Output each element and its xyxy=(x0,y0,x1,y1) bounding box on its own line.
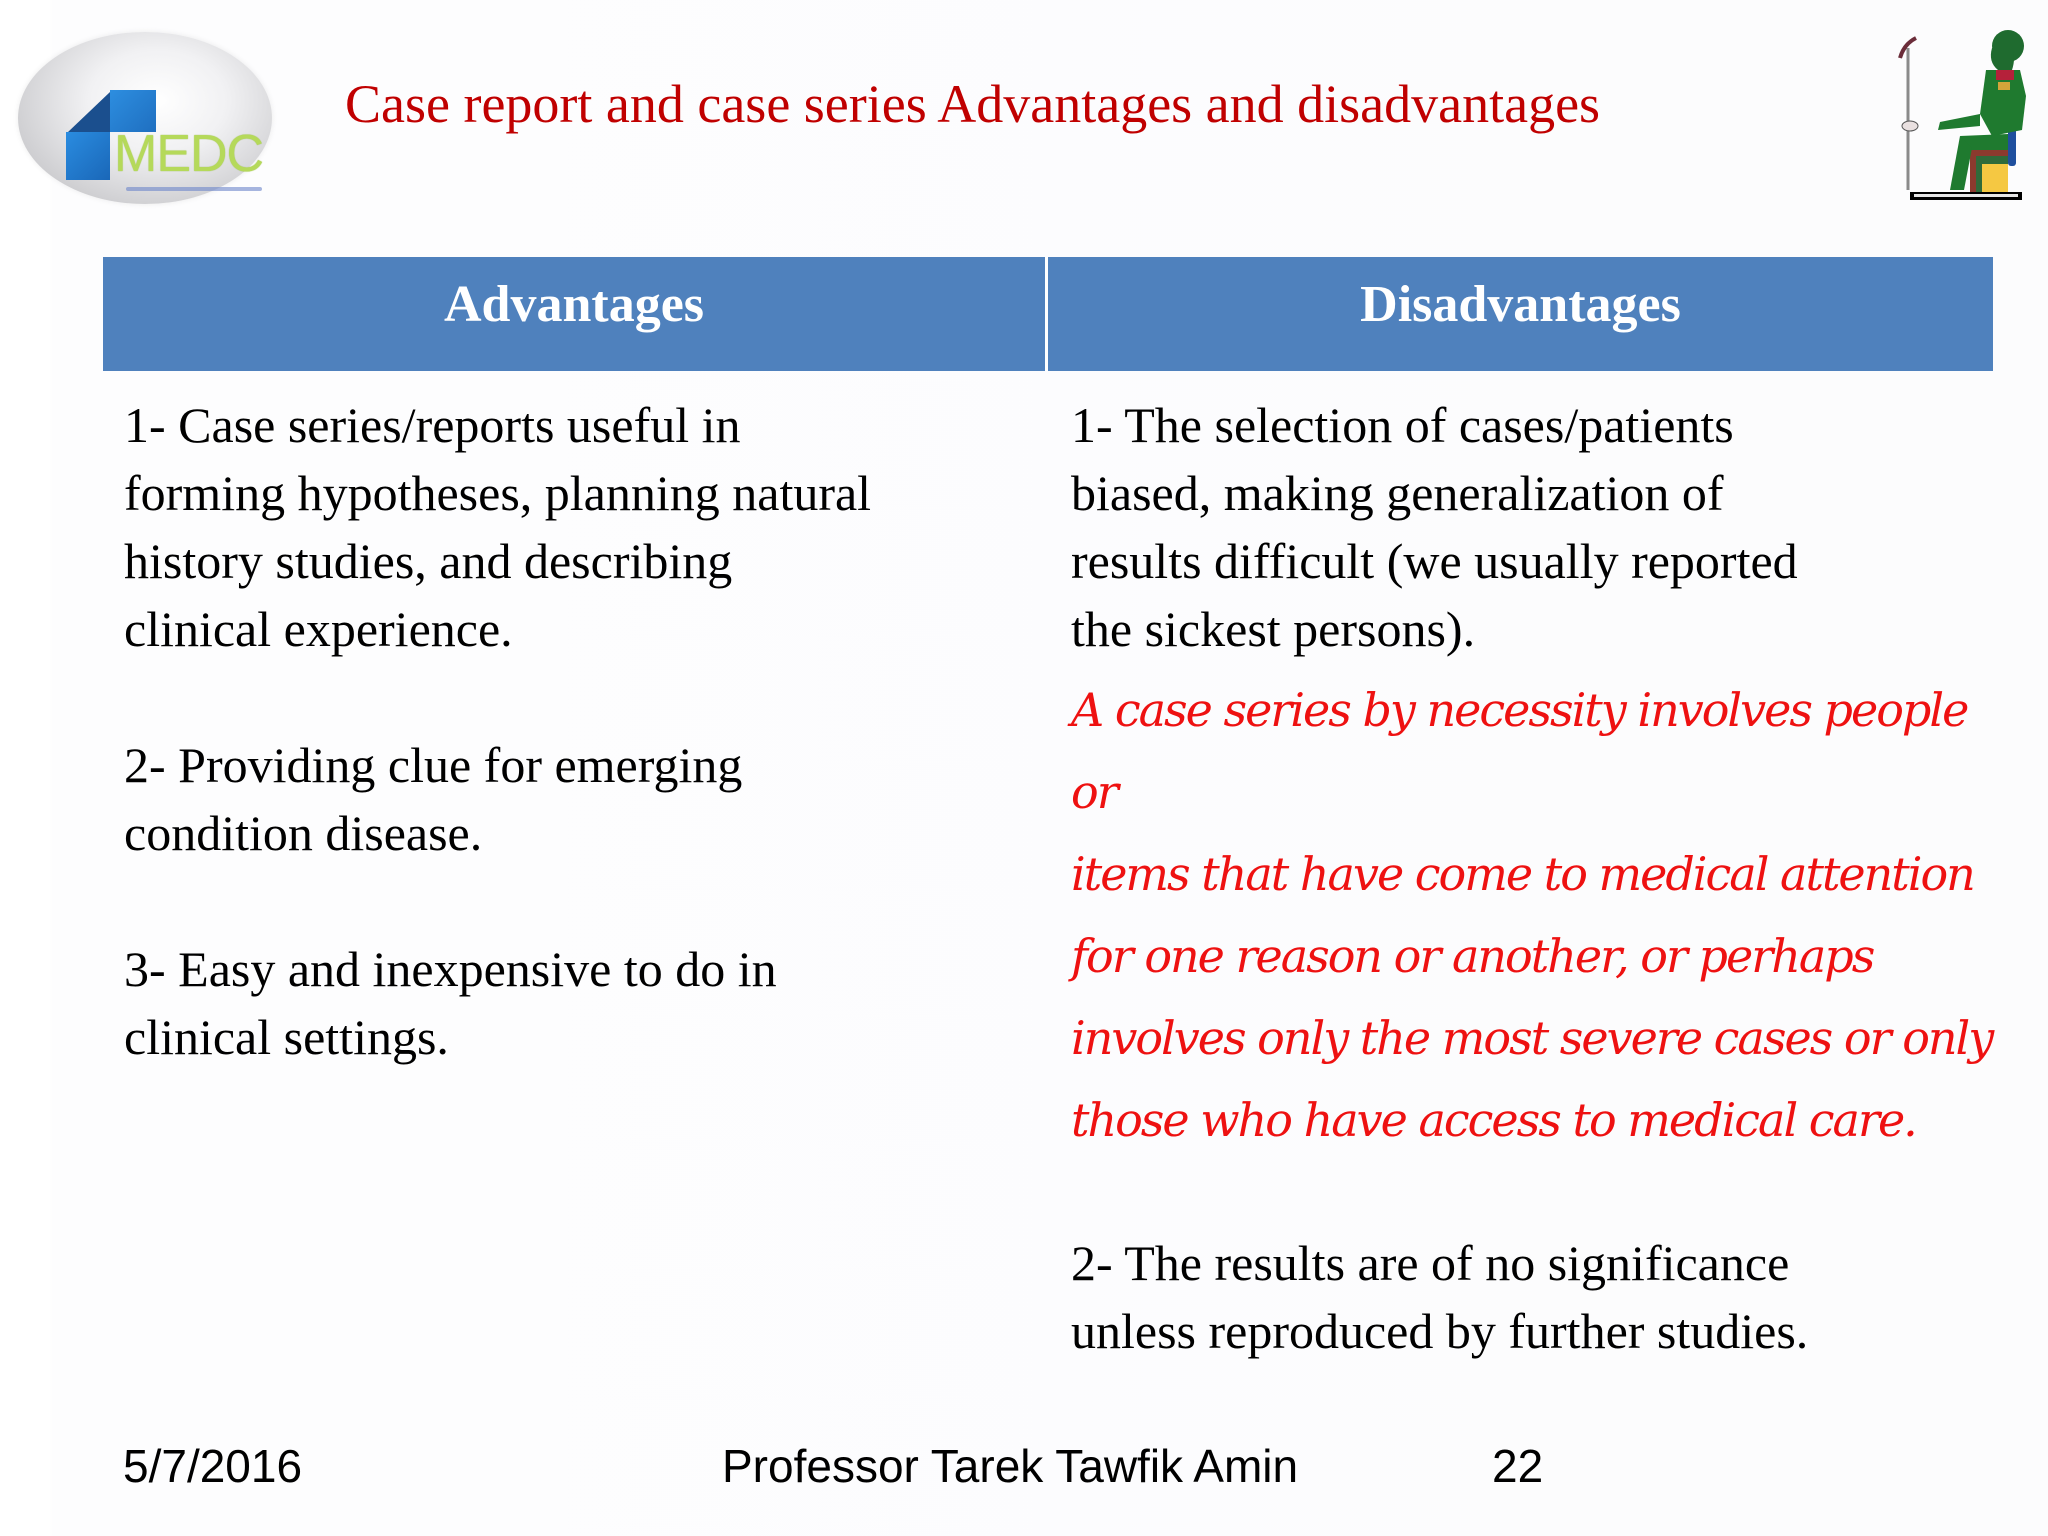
header-advantages: Advantages xyxy=(103,257,1048,371)
text-line: history studies, and describing xyxy=(124,533,733,589)
text-line: 1- Case series/reports useful in xyxy=(124,397,741,453)
text-line: 1- The selection of cases/patients xyxy=(1071,397,1734,453)
medc-logo xyxy=(18,32,272,204)
header-disadvantages: Disadvantages xyxy=(1048,257,1993,371)
note-line: items that have come to medical attention xyxy=(1071,847,1974,901)
text-line: unless reproduced by further studies. xyxy=(1071,1303,1809,1359)
text-line: clinical settings. xyxy=(124,1009,449,1065)
case-series-note xyxy=(1071,669,1996,1161)
note-line: A case series by necessity involves people or xyxy=(1071,683,1968,819)
table-body-row xyxy=(103,371,1996,1365)
slide-title: Case report and case series Advantages and disadvantages xyxy=(345,74,1601,134)
advantage-item-1 xyxy=(124,391,1051,663)
note-line: involves only the most severe cases or only xyxy=(1071,1011,1993,1065)
spacer xyxy=(124,867,1051,935)
footer-page-number: 22 xyxy=(1492,1440,1544,1492)
advantage-item-3 xyxy=(124,935,1051,1071)
footer-author: Professor Tarek Tawfik Amin xyxy=(722,1440,1299,1492)
table-header-row xyxy=(103,257,1996,371)
note-line: those who have access to medical care. xyxy=(1071,1093,1916,1147)
text-line: results difficult (we usually reported xyxy=(1071,533,1798,589)
text-line: forming hypotheses, planning natural xyxy=(124,465,872,521)
spacer xyxy=(1071,1161,1996,1229)
text-line: clinical experience. xyxy=(124,601,513,657)
text-line: 3- Easy and inexpensive to do in xyxy=(124,941,777,997)
text-line: 2- Providing clue for emerging xyxy=(124,737,743,793)
text-line: condition disease. xyxy=(124,805,483,861)
footer-date: 5/7/2016 xyxy=(123,1440,303,1492)
seated-pharaoh-figure-icon xyxy=(1880,18,2030,203)
text-line: 2- The results are of no significance xyxy=(1071,1235,1790,1291)
logo-subtitle-bar xyxy=(126,187,262,191)
text-line: biased, making generalization of xyxy=(1071,465,1724,521)
disadvantages-column xyxy=(1051,371,1996,1365)
text-line: the sickest persons). xyxy=(1071,601,1476,657)
logo-text: MEDC xyxy=(114,125,264,183)
logo-bottom-square-icon xyxy=(66,132,110,180)
logo-dark-triangle-icon xyxy=(68,92,110,132)
advantage-item-2 xyxy=(124,731,1051,867)
advantages-column xyxy=(103,371,1051,1365)
disadvantage-item-1 xyxy=(1071,391,1996,663)
spacer xyxy=(124,663,1051,731)
comparison-table xyxy=(103,257,1996,1365)
disadvantage-item-2 xyxy=(1071,1229,1996,1365)
note-line: for one reason or another, or perhaps xyxy=(1071,929,1874,983)
